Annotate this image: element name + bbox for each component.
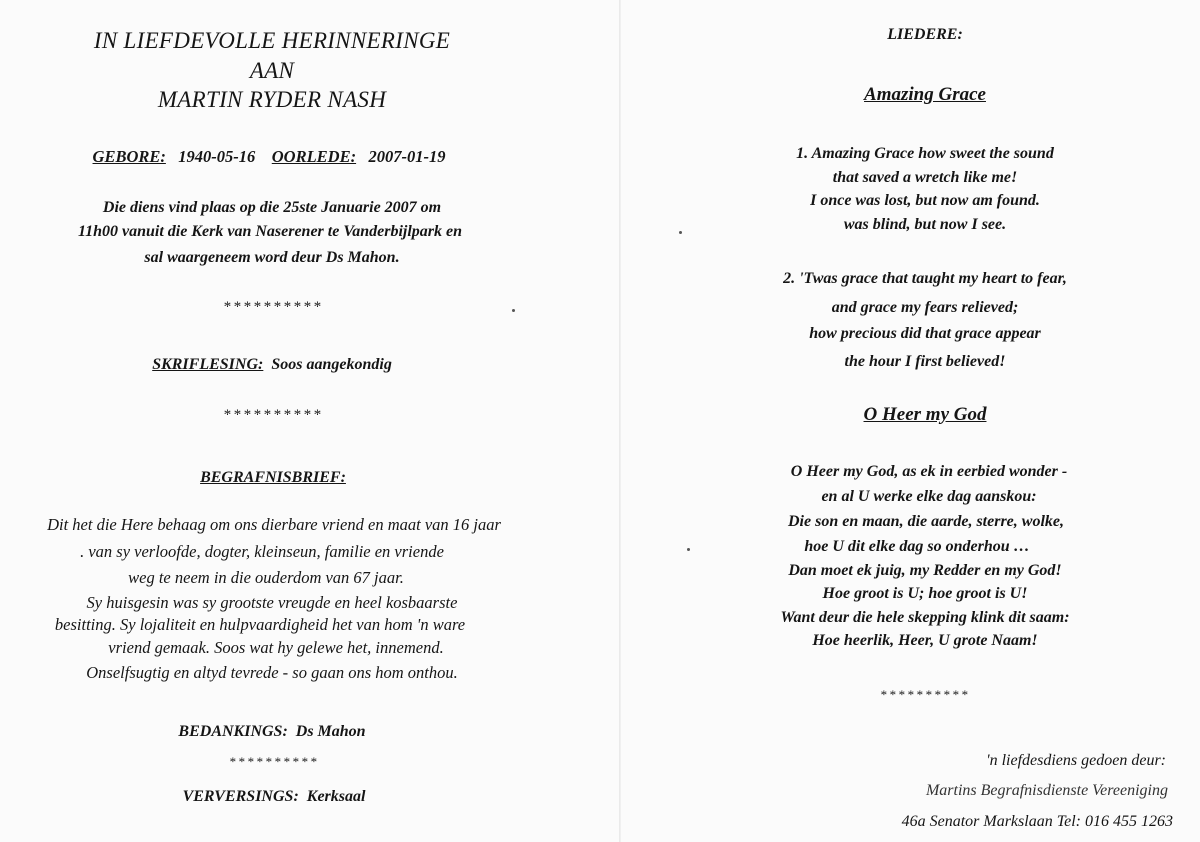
born-date: 1940-05-16 [178, 147, 256, 166]
scan-speck [687, 548, 690, 551]
letter-line: vriend gemaak. Soos wat hy gelewe het, innemend. [108, 638, 444, 657]
thanks-value: Ds Mahon [295, 723, 366, 740]
verse-line: Hoe groot is U; hoe groot is U! [822, 585, 1028, 602]
refresh-line [183, 789, 366, 805]
memorial-title-line: MARTIN RYDER NASH [157, 87, 387, 112]
verse-line: that saved a wretch like me! [832, 169, 1018, 186]
scan-speck [679, 231, 682, 234]
credit-line: 46a Senator Markslaan Tel: 016 455 1263 [901, 813, 1173, 830]
song-title: O Heer my God [863, 404, 987, 425]
song-title: Amazing Grace [864, 84, 986, 105]
reading-label: SKRIFLESING: [152, 356, 264, 373]
letter-line: Sy huisgesin was sy grootste vreugde en heel kosbaarste [86, 593, 458, 612]
verse-line: hoe U dit elke dag so onderhou … [804, 538, 1030, 555]
dates-line [93, 149, 446, 166]
service-line: Die diens vind plaas op die 25ste Januarie 2007 om [102, 199, 442, 216]
verse-line: I once was lost, but now am found. [810, 192, 1040, 209]
separator: ********** [223, 407, 323, 423]
verse-line: Dan moet ek juig, my Redder en my God! [788, 562, 1062, 579]
songs-heading: LIEDERE: [887, 26, 963, 43]
memorial-title-line: AAN [249, 58, 295, 83]
refresh-value: Kerksaal [306, 788, 366, 805]
verse-line: the hour I first believed! [844, 353, 1006, 370]
separator: ********** [880, 687, 970, 702]
born-label: GEBORE: [92, 147, 166, 166]
letter-line: weg te neem in die ouderdom van 67 jaar. [128, 568, 404, 587]
letter-line: . van sy verloofde, dogter, kleinseun, familie en vriende [80, 542, 444, 561]
verse-line: was blind, but now I see. [843, 216, 1007, 233]
credit-line: 'n liefdesdiens gedoen deur: [986, 752, 1166, 769]
verse-line: 1. Amazing Grace how sweet the sound [796, 145, 1054, 162]
letter-line: Dit het die Here behaag om ons dierbare vriend en maat van 16 jaar [47, 515, 501, 534]
reading-line [152, 357, 392, 373]
service-line: sal waargeneem word deur Ds Mahon. [144, 249, 400, 266]
reading-value: Soos aangekondig [271, 356, 392, 373]
separator: ********** [229, 754, 319, 769]
page-fold [619, 0, 621, 842]
verse-line: en al U werke elke dag aanskou: [821, 488, 1037, 505]
separator: ********** [223, 299, 323, 315]
verse-line: 2. 'Twas grace that taught my heart to fear, [783, 270, 1067, 287]
verse-line: how precious did that grace appear [809, 325, 1041, 342]
letter-line: besitting. Sy lojaliteit en hulpvaardigheid het van hom 'n ware [54, 615, 466, 634]
died-label: OORLEDE: [271, 147, 357, 166]
thanks-line [178, 724, 365, 740]
verse-line: Hoe heerlik, Heer, U grote Naam! [812, 632, 1038, 649]
verse-line: Die son en maan, die aarde, sterre, wolke, [788, 513, 1064, 530]
verse-line: and grace my fears relieved; [831, 299, 1019, 316]
verse-line: O Heer my God, as ek in eerbied wonder - [790, 463, 1068, 480]
refresh-label: VERVERSINGS: [182, 788, 299, 805]
letter-line: Onselfsugtig en altyd tevrede - so gaan ons hom onthou. [86, 663, 458, 682]
memorial-title-line: IN LIEFDEVOLLE HERINNERINGE [93, 28, 451, 53]
died-date: 2007-01-19 [368, 147, 446, 166]
thanks-label: BEDANKINGS: [178, 723, 288, 740]
service-line: 11h00 vanuit die Kerk van Naserener te Vanderbijlpark en [77, 223, 463, 240]
verse-line: Want deur die hele skepping klink dit saam: [780, 609, 1070, 626]
credit-line: Martins Begrafnisdienste Vereeniging [925, 782, 1168, 799]
letter-heading: BEGRAFNISBRIEF: [200, 469, 346, 486]
scan-speck [512, 309, 515, 312]
